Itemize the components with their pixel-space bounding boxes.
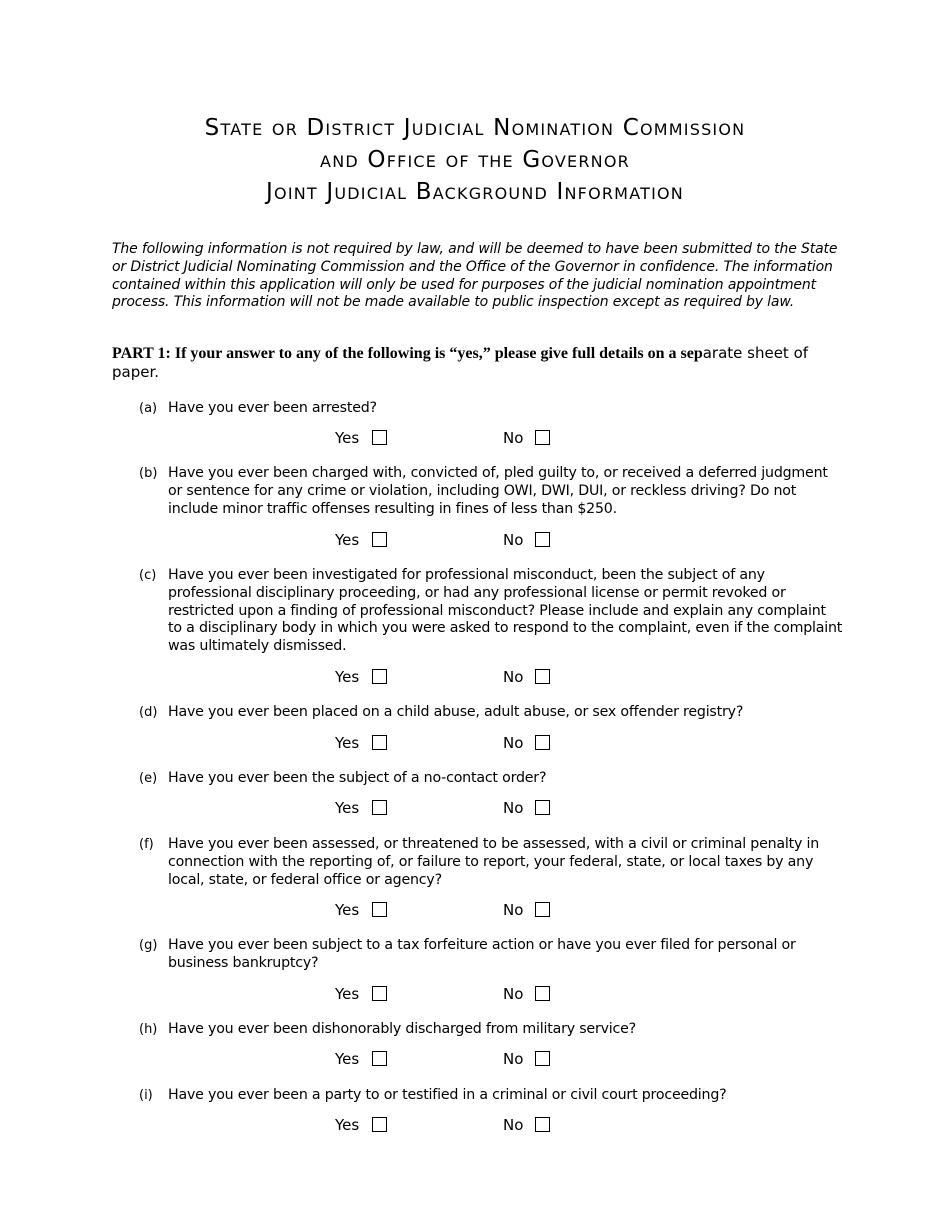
part-1-heading — [112, 344, 842, 381]
yes-label: Yes — [335, 734, 360, 752]
confidentiality-notice: The following information is not required by law, and will be deemed to have been submitted to the State or District Judicial Nominating Commission and the Office of the Governor in confidence. The information contained within this application will only be used for purposes of the judicial nomination appointment process. This information will not be made available to public inspection except as required by law. — [112, 241, 838, 311]
no-label: No — [503, 1116, 524, 1134]
no-label: No — [503, 799, 524, 817]
question-letter: (c) — [139, 568, 157, 583]
form-title — [0, 112, 950, 208]
yes-label: Yes — [335, 531, 360, 549]
yes-checkbox[interactable] — [372, 800, 387, 815]
no-checkbox[interactable] — [535, 735, 550, 750]
no-checkbox[interactable] — [535, 532, 550, 547]
yes-label: Yes — [335, 799, 360, 817]
question-letter: (b) — [139, 466, 158, 481]
part-1-heading-bold: PART 1: If your answer to any of the following is “yes,” please give full details on a sep — [112, 345, 703, 362]
no-label: No — [503, 734, 524, 752]
question-text: Have you ever been dishonorably discharged from military service? — [168, 1021, 636, 1037]
question-letter: (d) — [139, 705, 158, 720]
question-text: Have you ever been arrested? — [168, 400, 377, 416]
no-label: No — [503, 901, 524, 919]
no-checkbox[interactable] — [535, 1051, 550, 1066]
no-label: No — [503, 531, 524, 549]
question-letter: (i) — [139, 1088, 153, 1103]
no-checkbox[interactable] — [535, 800, 550, 815]
yes-checkbox[interactable] — [372, 986, 387, 1001]
question-letter: (f) — [139, 837, 154, 852]
no-label: No — [503, 429, 524, 447]
question-letter: (e) — [139, 771, 158, 786]
title-line-3: Joint Judicial Background Information — [266, 179, 684, 205]
question-text: Have you ever been a party to or testified in a criminal or civil court proceeding? — [168, 1087, 727, 1103]
yes-checkbox[interactable] — [372, 1051, 387, 1066]
question-letter: (a) — [139, 401, 158, 416]
question-letter: (g) — [139, 938, 158, 953]
no-label: No — [503, 1050, 524, 1068]
yes-checkbox[interactable] — [372, 669, 387, 684]
part-1-heading-rest: arate sheet of paper. — [112, 344, 809, 381]
no-checkbox[interactable] — [535, 669, 550, 684]
no-checkbox[interactable] — [535, 1117, 550, 1132]
no-label: No — [503, 668, 524, 686]
yes-checkbox[interactable] — [372, 735, 387, 750]
title-line-2: and Office of the Governor — [320, 147, 630, 173]
question-text: Have you ever been charged with, convicted of, pled guilty to, or received a deferred judgment or sentence for any crime or violation, including OWI, DWI, DUI, or reckless driving? Do not include minor traffic offenses resulting in fines of less than $250. — [168, 465, 828, 517]
question-text: Have you ever been the subject of a no-contact order? — [168, 770, 547, 786]
title-line-1: State or District Judicial Nomination Commission — [204, 115, 746, 141]
question-text: Have you ever been subject to a tax forfeiture action or have you ever filed for personal or business bankruptcy? — [168, 937, 796, 971]
yes-label: Yes — [335, 429, 360, 447]
no-checkbox[interactable] — [535, 986, 550, 1001]
question-text: Have you ever been assessed, or threatened to be assessed, with a civil or criminal penalty in connection with the reporting of, or failure to report, your federal, state, or local taxes by any local, state, or federal office or agency? — [168, 836, 820, 888]
no-checkbox[interactable] — [535, 902, 550, 917]
no-checkbox[interactable] — [535, 430, 550, 445]
yes-label: Yes — [335, 985, 360, 1003]
no-label: No — [503, 985, 524, 1003]
yes-checkbox[interactable] — [372, 1117, 387, 1132]
yes-checkbox[interactable] — [372, 532, 387, 547]
question-letter: (h) — [139, 1022, 158, 1037]
yes-label: Yes — [335, 668, 360, 686]
yes-checkbox[interactable] — [372, 430, 387, 445]
yes-label: Yes — [335, 1116, 360, 1134]
question-text: Have you ever been investigated for professional misconduct, been the subject of any professional disciplinary proceeding, or had any professional license or permit revoked or restricted upon a finding of professional misconduct? Please include and explain any complaint to a disciplinary body in which you were asked to respond to the complaint, even if the complaint was ultimately dismissed. — [168, 567, 843, 655]
yes-checkbox[interactable] — [372, 902, 387, 917]
yes-label: Yes — [335, 901, 360, 919]
yes-label: Yes — [335, 1050, 360, 1068]
question-text: Have you ever been placed on a child abuse, adult abuse, or sex offender registry? — [168, 704, 744, 720]
